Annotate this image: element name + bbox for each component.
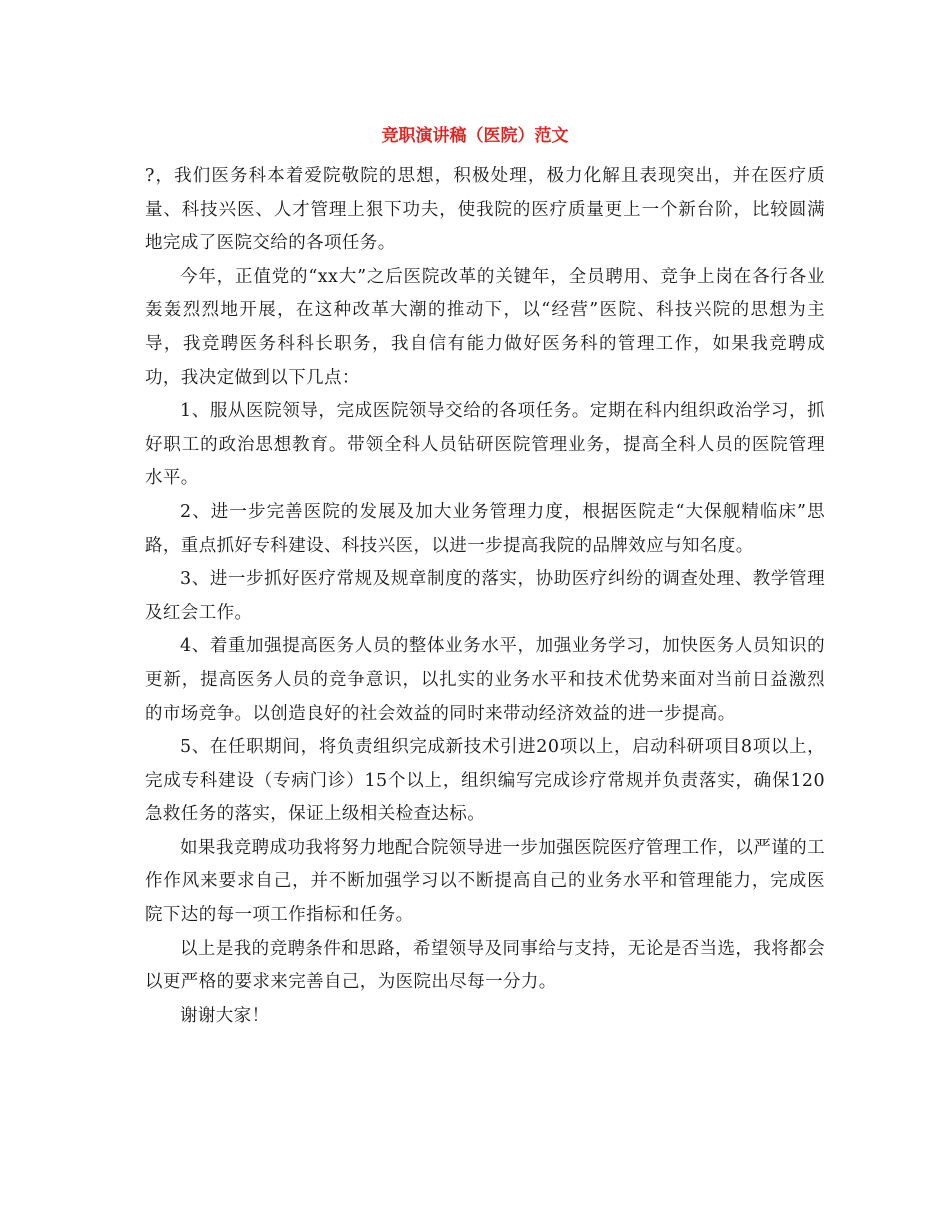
document-title: 竞职演讲稿（医院）范文 bbox=[381, 126, 569, 146]
paragraph-2: 今年，正值党的“xx大”之后医院改革的关键年，全员聘用、竞争上岗在各行各业轰轰烈烈地开展，在这种改革大潮的推动下，以“经营”医院、科技兴院的思想为主导，我竞聘医务科科长职务，我自信有能力做好医务科的管理工作，如果我竞聘成功，我决定做到以下几点： bbox=[145, 266, 825, 388]
paragraph-3: 1、服从医院领导，完成医院领导交给的各项任务。定期在科内组织政治学习，抓好职工的政治思想教育。带领全科人员钻研医院管理业务，提高全科人员的医院管理水平。 bbox=[145, 401, 825, 489]
paragraph-closing: 谢谢大家！ bbox=[180, 1005, 270, 1026]
paragraph-6: 4、着重加强提高医务人员的整体业务水平，加强业务学习，加快医务人员知识的更新，提高医务人员的竞争意识，以扎实的业务水平和技术优势来面对当前日益激烈的市场竞争。以创造良好的社会效益的同时来带动经济效益的进一步提高。 bbox=[145, 636, 825, 724]
paragraph-8: 如果我竞聘成功我将努力地配合院领导进一步加强医院医疗管理工作，以严谨的工作作风来要求自己，并不断加强学习以不断提高自己的业务水平和管理能力，完成医院下达的每一项工作指标和任务。 bbox=[145, 837, 825, 926]
paragraph-1: ?，我们医务科本着爱院敬院的思想，积极处理，极力化解且表现突出，并在医疗质量、科技兴医、人才管理上狠下功夫，使我院的医疗质量更上一个新台阶，比较圆满地完成了医院交给的各项任务。 bbox=[145, 166, 825, 254]
paragraph-9: 以上是我的竞聘条件和思路，希望领导及同事给与支持，无论是否当选，我将都会以更严格的要求来完善自己，为医院出尽每一分力。 bbox=[145, 938, 825, 993]
paragraph-5: 3、进一步抓好医疗常规及规章制度的落实，协助医疗纠纷的调查处理、教学管理及红会工作。 bbox=[145, 569, 825, 623]
document-body bbox=[145, 160, 825, 1033]
paragraph-4: 2、进一步完善医院的发展及加大业务管理力度，根据医院走“大保舰精临床”思路，重点抓好专科建设、科技兴医，以进一步提高我院的品牌效应与知名度。 bbox=[145, 501, 825, 556]
paragraph-7: 5、在任职期间，将负责组织完成新技术引进20项以上，启动科研项目8项以上，完成专科建设（专病门诊）15个以上，组织编写完成诊疗常规并负责落实，确保120急救任务的落实，保证上级相关检查达标。 bbox=[145, 737, 825, 825]
